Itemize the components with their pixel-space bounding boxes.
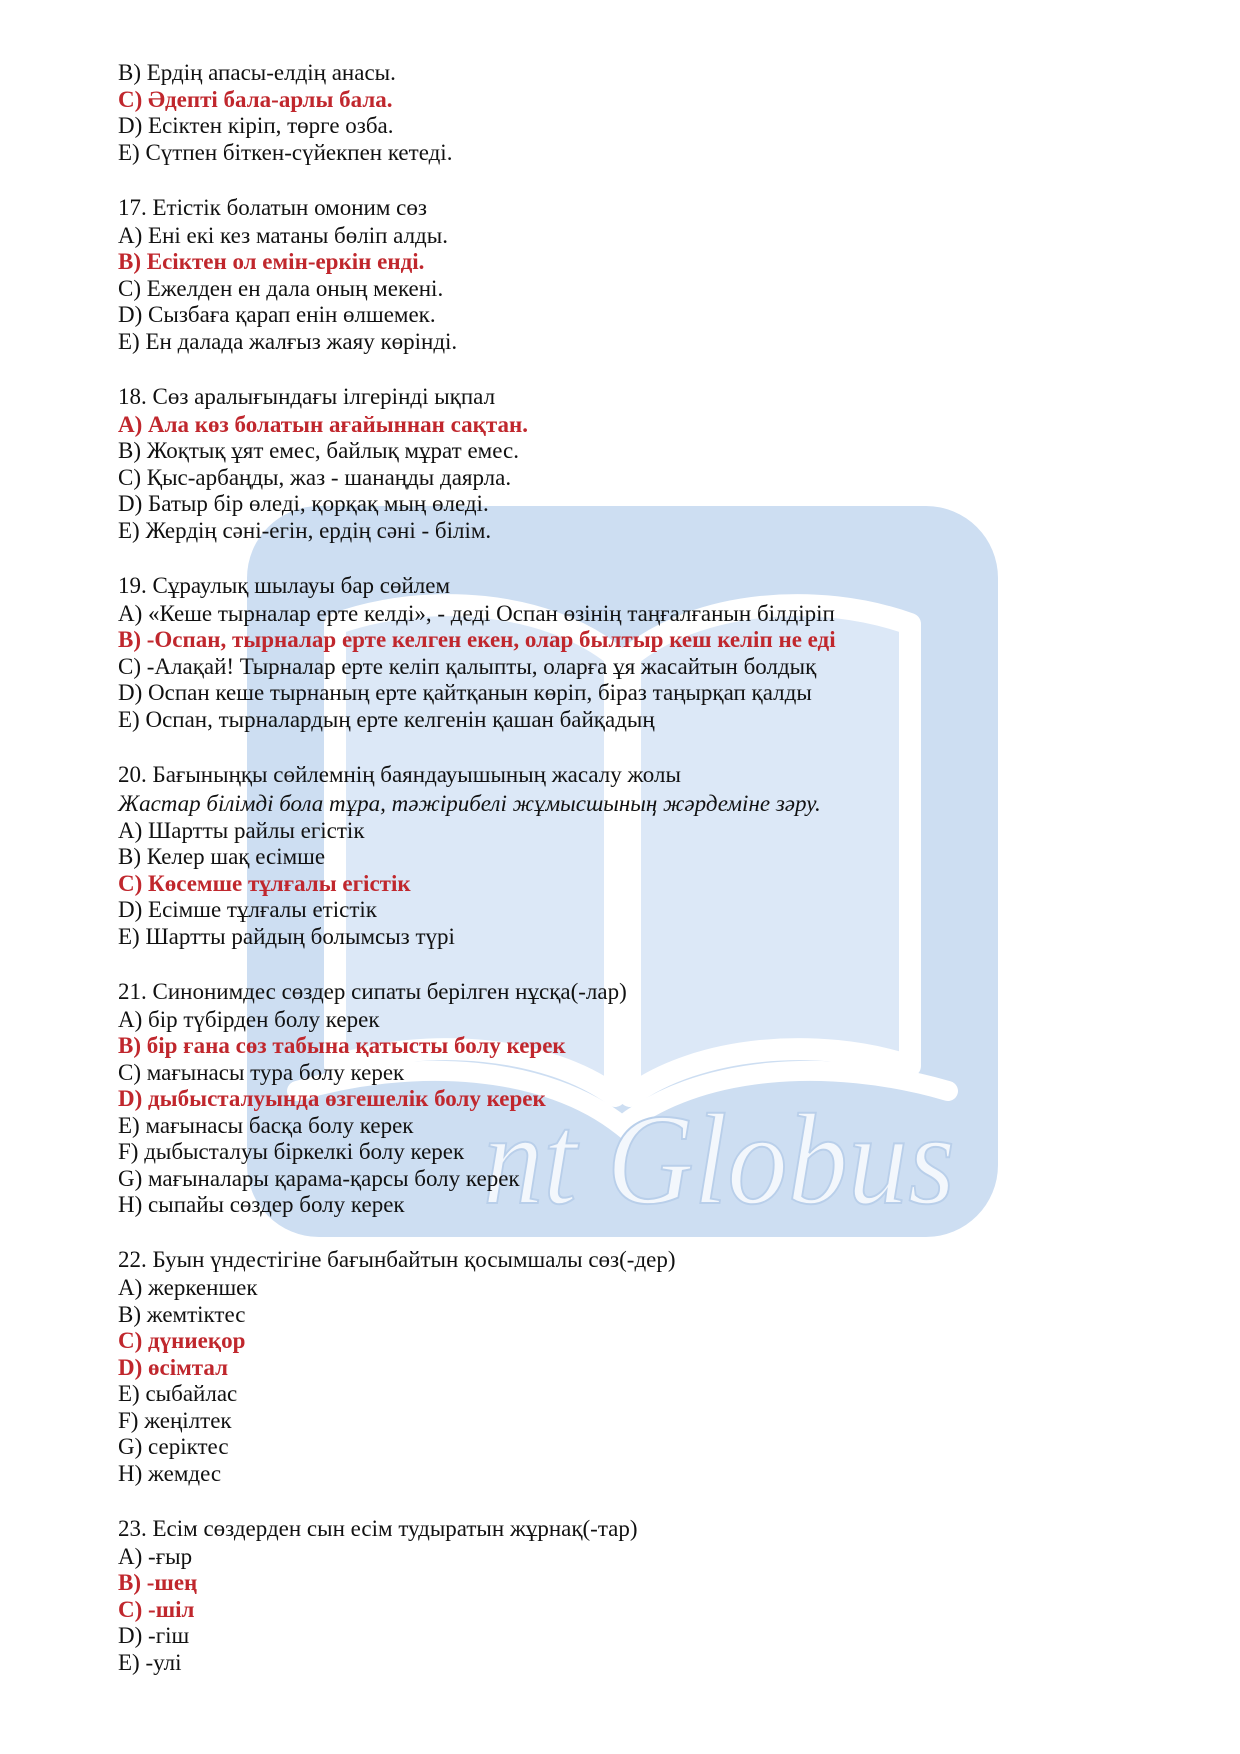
option-letter: B) bbox=[118, 1301, 141, 1327]
option-22-g bbox=[118, 1434, 836, 1461]
option-text: жеңілтек bbox=[144, 1407, 232, 1433]
question-20 bbox=[118, 760, 836, 951]
option-20-b bbox=[118, 844, 836, 871]
option-text: Ен далада жалғыз жаяу көрінді. bbox=[145, 328, 458, 354]
option-letter: E) bbox=[118, 1112, 140, 1138]
question-17-title bbox=[118, 193, 836, 223]
question-text: Бағыныңқы сөйлемнің баяндауышының жасалу жолы bbox=[152, 761, 681, 787]
question-19 bbox=[118, 571, 836, 734]
option-letter: E) bbox=[118, 1381, 140, 1406]
option-21-a bbox=[118, 1007, 836, 1034]
option-letter: A) bbox=[118, 817, 143, 843]
option-letter: C) bbox=[118, 1328, 143, 1353]
question-20-title bbox=[118, 760, 836, 790]
question-22 bbox=[118, 1245, 836, 1487]
option-text: Оспан, тырналардың ерте келгенін қашан байқадың bbox=[145, 706, 655, 732]
option-letter: B) bbox=[118, 1033, 141, 1058]
option-letter: A) bbox=[118, 411, 143, 437]
option-23-e bbox=[118, 1650, 836, 1677]
option-text: -ғыр bbox=[148, 1543, 193, 1569]
option-letter: A) bbox=[118, 1543, 143, 1569]
option-23-d bbox=[118, 1623, 836, 1650]
option-letter: D) bbox=[118, 302, 143, 327]
option-text: дыбысталуында өзгешелік болу керек bbox=[148, 1086, 546, 1111]
option-19-c bbox=[118, 654, 836, 681]
option-letter: A) bbox=[118, 222, 143, 248]
option-19-d bbox=[118, 680, 836, 707]
option-letter: H) bbox=[118, 1192, 143, 1217]
option-17-b bbox=[118, 249, 836, 276]
option-21-d bbox=[118, 1086, 836, 1113]
question-18 bbox=[118, 382, 836, 545]
option-20-c bbox=[118, 871, 836, 898]
option-text: -шіл bbox=[148, 1596, 195, 1622]
question-21 bbox=[118, 977, 836, 1219]
option-18-b bbox=[118, 438, 836, 465]
option-letter: B) bbox=[118, 1570, 141, 1595]
option-text: дыбысталуы біркелкі болу керек bbox=[144, 1139, 465, 1164]
option-text: Есімше тұлғалы етістік bbox=[148, 897, 377, 922]
option-letter: D) bbox=[118, 113, 143, 138]
option-18-e bbox=[118, 518, 836, 545]
option-letter: E) bbox=[118, 517, 140, 543]
test-page-content bbox=[118, 60, 836, 1676]
option-text: серіктес bbox=[148, 1434, 229, 1459]
option-letter: E) bbox=[118, 706, 140, 732]
option-text: мағынасы тура болу керек bbox=[146, 1059, 405, 1085]
option-letter: G) bbox=[118, 1434, 143, 1459]
option-text: Оспан кеше тырнаның ерте қайтқанын көріп, біраз таңырқап қалды bbox=[148, 680, 812, 705]
question-number: 22. bbox=[118, 1247, 147, 1272]
option-text: сыпайы сөздер болу керек bbox=[148, 1192, 405, 1217]
option-letter: A) bbox=[118, 600, 143, 626]
option-text: Сүтпен біткен-сүйекпен кетеді. bbox=[145, 139, 453, 165]
question-22-title bbox=[118, 1245, 836, 1275]
option-text: мағыналары қарама-қарсы болу керек bbox=[148, 1165, 520, 1191]
question-text: Етістік болатын омоним сөз bbox=[152, 194, 427, 220]
option-23-c bbox=[118, 1597, 836, 1624]
option-letter: B) bbox=[118, 438, 141, 463]
option-19-e bbox=[118, 707, 836, 734]
option-letter: B) bbox=[118, 60, 141, 85]
question-text: Есім сөздерден сын есім тудыратын жұрнақ(-тар) bbox=[152, 1515, 638, 1541]
option-text: Шартты райдың болымсыз түрі bbox=[145, 923, 455, 949]
option-text: Есіктен кіріп, төрге озба. bbox=[148, 113, 394, 138]
option-text: өсімтал bbox=[148, 1354, 228, 1380]
option-text: Әдепті бала-арлы бала. bbox=[148, 86, 393, 112]
option-letter: C) bbox=[118, 870, 143, 896]
option-letter: D) bbox=[118, 491, 143, 516]
option-letter: A) bbox=[118, 1275, 143, 1300]
option-22-h bbox=[118, 1461, 836, 1488]
option-text: Ала көз болатын ағайыннан сақтан. bbox=[148, 411, 528, 437]
question-21-title bbox=[118, 977, 836, 1007]
option-17-c bbox=[118, 276, 836, 303]
option-text: Есіктен ол емін-еркін енді. bbox=[146, 249, 425, 274]
question-text: Буын үндестігіне бағынбайтын қосымшалы сөз(-дер) bbox=[152, 1247, 676, 1272]
option-letter: F) bbox=[118, 1407, 139, 1433]
option-17-d bbox=[118, 302, 836, 329]
option-letter: D) bbox=[118, 680, 143, 705]
option-18-a bbox=[118, 412, 836, 439]
question-18-title bbox=[118, 382, 836, 412]
option-21-g bbox=[118, 1166, 836, 1193]
option-letter: D) bbox=[118, 1354, 143, 1380]
option-20-d bbox=[118, 897, 836, 924]
option-letter: B) bbox=[118, 627, 141, 652]
option-letter: E) bbox=[118, 1649, 140, 1675]
option-22-b bbox=[118, 1302, 836, 1329]
question-number: 21. bbox=[118, 978, 147, 1004]
option-text: мағынасы басқа болу керек bbox=[145, 1112, 414, 1138]
option-text: Көсемше тұлғалы егістік bbox=[148, 870, 411, 896]
option-text: жеркеншек bbox=[148, 1275, 258, 1300]
question-23-title bbox=[118, 1514, 836, 1544]
option-21-f bbox=[118, 1139, 836, 1166]
option-letter: F) bbox=[118, 1139, 139, 1164]
option-text: сыбайлас bbox=[145, 1381, 238, 1406]
option-16-e bbox=[118, 140, 836, 167]
option-21-e bbox=[118, 1113, 836, 1140]
option-text: жемтіктес bbox=[146, 1301, 246, 1327]
option-21-h bbox=[118, 1192, 836, 1219]
option-20-a bbox=[118, 818, 836, 845]
option-letter: D) bbox=[118, 1623, 143, 1648]
option-text: -шең bbox=[146, 1570, 198, 1595]
question-19-title bbox=[118, 571, 836, 601]
option-19-b bbox=[118, 627, 836, 654]
option-letter: C) bbox=[118, 1596, 143, 1622]
option-21-c bbox=[118, 1060, 836, 1087]
option-16-b bbox=[118, 60, 836, 87]
option-23-b bbox=[118, 1570, 836, 1597]
question-number: 23. bbox=[118, 1515, 147, 1541]
question-23 bbox=[118, 1514, 836, 1677]
option-22-c bbox=[118, 1328, 836, 1355]
option-text: Жердің сәні-егін, ердің сәні - білім. bbox=[145, 517, 492, 543]
option-text: бір ғана сөз табына қатысты болу керек bbox=[146, 1033, 566, 1058]
option-letter: C) bbox=[118, 464, 141, 490]
question-number: 17. bbox=[118, 194, 147, 220]
watermark-text: nt Globus bbox=[483, 1088, 955, 1232]
question-number: 19. bbox=[118, 572, 147, 598]
question-number: 18. bbox=[118, 383, 147, 409]
option-text: Ердің апасы-елдің анасы. bbox=[146, 60, 396, 85]
option-17-a bbox=[118, 223, 836, 250]
option-text: Батыр бір өледі, қорқақ мың өледі. bbox=[148, 491, 489, 516]
option-text: Шартты райлы егістік bbox=[148, 817, 365, 843]
option-text: жемдес bbox=[148, 1460, 222, 1486]
option-letter: E) bbox=[118, 139, 140, 165]
option-22-d bbox=[118, 1355, 836, 1382]
option-22-a bbox=[118, 1275, 836, 1302]
question-text: Сөз аралығындағы ілгерінді ықпал bbox=[152, 383, 496, 409]
option-letter: D) bbox=[118, 1086, 143, 1111]
option-text: -Алақай! Тырналар ерте келіп қалыпты, оларға ұя жасайтын болдық bbox=[146, 653, 817, 679]
option-17-e bbox=[118, 329, 836, 356]
question-16-continuation bbox=[118, 60, 836, 166]
option-22-f bbox=[118, 1408, 836, 1435]
option-letter: A) bbox=[118, 1006, 143, 1032]
option-letter: H) bbox=[118, 1460, 143, 1486]
question-17 bbox=[118, 193, 836, 356]
option-letter: C) bbox=[118, 653, 141, 679]
option-text: -Оспан, тырналар ерте келген екен, олар былтыр кеш келіп не еді bbox=[146, 627, 836, 652]
option-text: дүниеқор bbox=[148, 1328, 246, 1353]
option-19-a bbox=[118, 601, 836, 628]
option-text: Жоқтық ұят емес, байлық мұрат емес. bbox=[146, 438, 519, 463]
option-22-e bbox=[118, 1381, 836, 1408]
option-text: -улі bbox=[145, 1649, 182, 1675]
option-text: Сызбаға қарап енін өлшемек. bbox=[148, 302, 436, 327]
question-text: Сұраулық шылауы бар сөйлем bbox=[152, 572, 451, 598]
option-text: -гіш bbox=[148, 1623, 190, 1648]
option-text: Қыс-арбаңды, жаз - шанаңды даярла. bbox=[146, 464, 512, 490]
option-letter: C) bbox=[118, 275, 141, 301]
option-letter: C) bbox=[118, 86, 143, 112]
question-text: Синонимдес сөздер сипаты берілген нұсқа(-лар) bbox=[152, 978, 627, 1004]
option-letter: B) bbox=[118, 249, 141, 274]
option-letter: B) bbox=[118, 844, 141, 869]
option-letter: C) bbox=[118, 1059, 141, 1085]
option-text: Келер шақ есімше bbox=[146, 844, 326, 869]
question-number: 20. bbox=[118, 761, 147, 787]
option-text: бір түбірден болу керек bbox=[148, 1006, 380, 1032]
option-16-c bbox=[118, 87, 836, 114]
question-20-example-sentence: Жастар білімді бола тұра, тәжірибелі жұмысшының жәрдеміне зәру. bbox=[118, 790, 821, 816]
option-text: Ені екі кез матаны бөліп алды. bbox=[148, 222, 448, 248]
option-23-a bbox=[118, 1544, 836, 1571]
option-18-c bbox=[118, 465, 836, 492]
option-letter: E) bbox=[118, 923, 140, 949]
option-21-b bbox=[118, 1033, 836, 1060]
option-letter: D) bbox=[118, 897, 143, 922]
option-20-e bbox=[118, 924, 836, 951]
option-text: Ежелден ен дала оның мекені. bbox=[146, 275, 444, 301]
option-18-d bbox=[118, 491, 836, 518]
option-letter: G) bbox=[118, 1165, 143, 1191]
option-letter: E) bbox=[118, 328, 140, 354]
option-16-d bbox=[118, 113, 836, 140]
option-text: «Кеше тырналар ерте келді», - деді Оспан өзінің таңғалғанын білдіріп bbox=[148, 600, 835, 626]
